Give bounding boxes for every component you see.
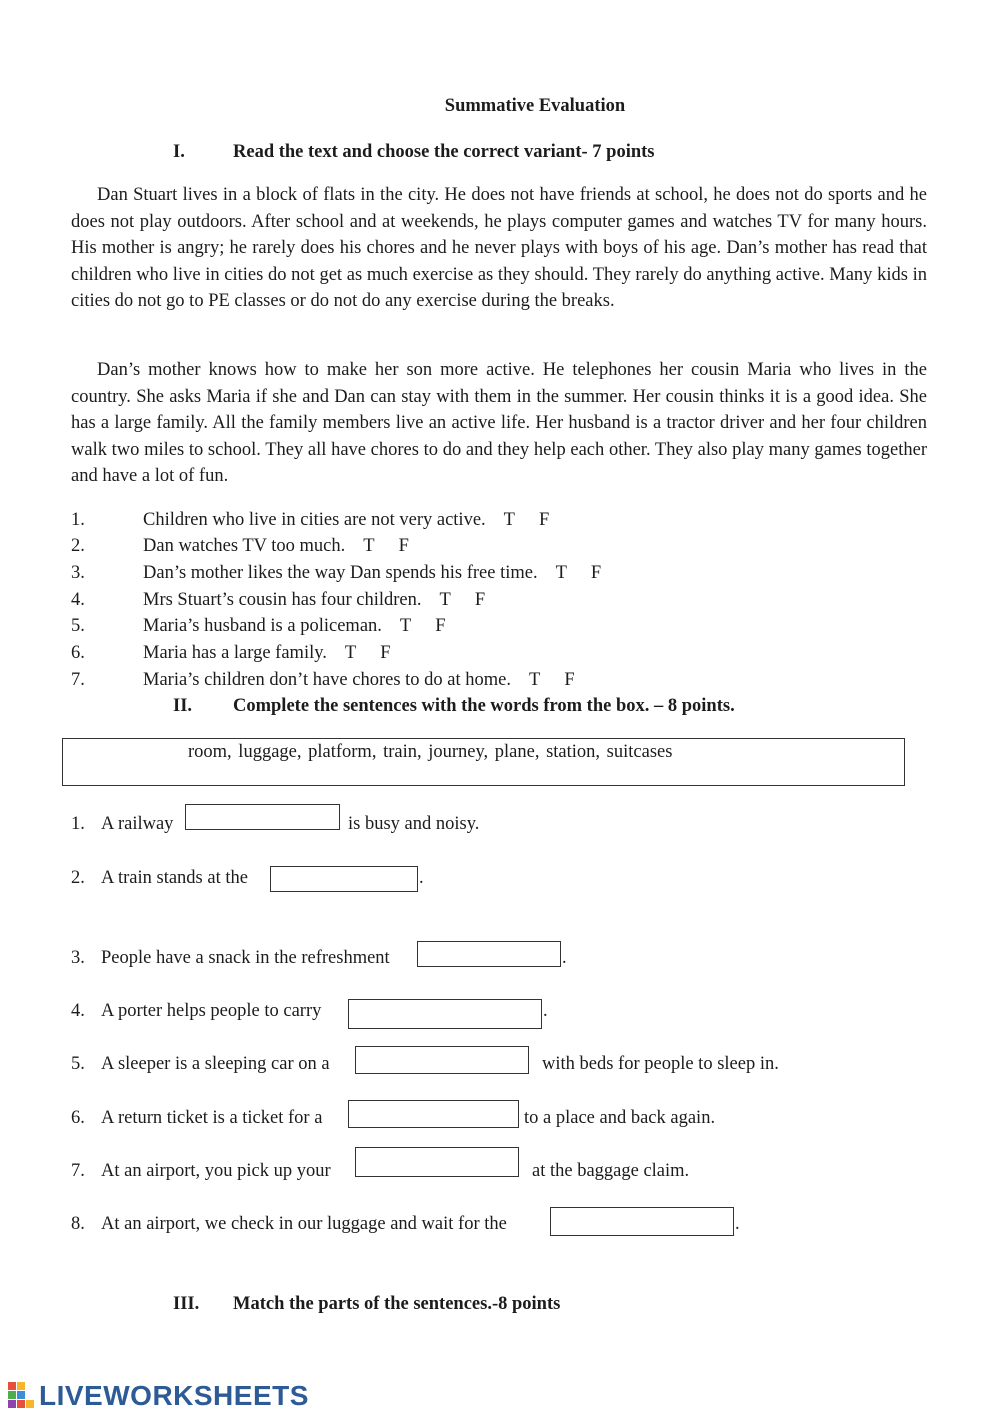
fill-item-number: 2. <box>71 868 85 888</box>
tf-item-number: 7. <box>71 670 85 690</box>
fill-item-6 <box>71 1108 927 1134</box>
fill-item-after: with beds for people to sleep in. <box>542 1054 779 1074</box>
true-option[interactable]: T <box>529 670 541 690</box>
tf-item-text: Children who live in cities are not very active. <box>143 510 486 530</box>
fill-item-after: is busy and noisy. <box>348 814 480 834</box>
answer-input-6[interactable] <box>348 1100 519 1128</box>
fill-item-after: . <box>562 948 567 968</box>
false-option[interactable]: F <box>590 563 602 583</box>
tf-item-number: 4. <box>71 590 85 610</box>
false-option[interactable]: F <box>538 510 550 530</box>
tf-item-number: 1. <box>71 510 85 530</box>
false-option[interactable]: F <box>474 590 486 610</box>
fill-item-1 <box>71 814 927 840</box>
false-option[interactable]: F <box>398 536 409 556</box>
fill-item-before: A porter helps people to carry <box>101 1001 322 1021</box>
true-option[interactable]: T <box>555 563 567 583</box>
fill-item-5 <box>71 1054 927 1080</box>
fill-item-before: At an airport, we check in our luggage and wait for the <box>101 1214 507 1234</box>
reading-paragraph-1: Dan Stuart lives in a block of flats in the city. He does not have friends at school, he does not do sports and he does not play outdoors. After school and at weekends, he plays computer games and watches TV for many hours. His mother is angry; he rarely does his chores and he never plays with boys of his age. Dan’s mother has read that children who live in cities do not get as much exercise as they should. They rarely do anything active. Many kids in cities do not go to PE classes or do not do any exercise during the breaks. <box>71 185 927 311</box>
tf-item-text: Maria’s children don’t have chores to do at home. <box>143 670 512 690</box>
answer-input-8[interactable] <box>550 1207 734 1236</box>
section-1-number: I. <box>173 142 185 162</box>
fill-item-number: 7. <box>71 1161 85 1181</box>
fill-item-number: 4. <box>71 1001 85 1021</box>
word-box-words: room, luggage, platform, train, journey, plane, station, suitcases <box>188 742 673 762</box>
false-option[interactable]: F <box>564 670 575 690</box>
answer-input-2[interactable] <box>270 866 418 892</box>
answer-input-5[interactable] <box>355 1046 529 1074</box>
fill-item-before: A railway <box>101 814 174 834</box>
fill-item-before: A sleeper is a sleeping car on a <box>101 1054 330 1074</box>
fill-item-before: A train stands at the <box>101 868 248 888</box>
tf-item-text: Mrs Stuart’s cousin has four children. <box>143 590 422 610</box>
fill-item-after: . <box>543 1001 548 1021</box>
reading-paragraph-2: Dan’s mother knows how to make her son more active. He telephones her cousin Maria who lives in the country. She asks Maria if she and Dan can stay with them in the summer. Her cousin thinks it is a good idea. She has a large family. All the family members live an active life. Her husband is a tractor driver and her four children walk two miles to school. They all have chores to do and they help each other. They also play many games together and have a lot of fun. <box>71 360 927 486</box>
word-box <box>62 738 905 786</box>
answer-input-1[interactable] <box>185 804 340 830</box>
true-option[interactable]: T <box>503 510 515 530</box>
tf-item-text: Maria’s husband is a policeman. <box>143 616 382 636</box>
liveworksheets-logo <box>8 1380 309 1410</box>
liveworksheets-blocks-icon <box>8 1382 38 1408</box>
tf-item-text: Dan watches TV too much. <box>143 536 346 556</box>
fill-item-after: at the baggage claim. <box>532 1161 690 1181</box>
section-3-number: III. <box>173 1294 200 1314</box>
section-2-heading: Complete the sentences with the words from the box. – 8 points. <box>233 696 735 716</box>
section-2-number: II. <box>173 696 193 716</box>
fill-item-before: People have a snack in the refreshment <box>101 948 390 968</box>
answer-input-7[interactable] <box>355 1147 519 1177</box>
answer-input-4[interactable] <box>348 999 542 1029</box>
tf-item-number: 2. <box>71 536 85 556</box>
tf-item-number: 3. <box>71 563 85 583</box>
fill-item-number: 5. <box>71 1054 85 1074</box>
fill-item-after: . <box>419 868 424 888</box>
tf-item-text: Dan’s mother likes the way Dan spends his free time. <box>143 563 538 583</box>
fill-item-number: 6. <box>71 1108 85 1128</box>
logo-text: LIVEWORKSHEETS <box>39 1380 309 1411</box>
tf-item-text: Maria has a large family. <box>143 643 327 663</box>
fill-item-7 <box>71 1161 927 1187</box>
fill-item-3 <box>71 948 927 974</box>
fill-item-after: to a place and back again. <box>524 1108 716 1128</box>
tf-item-number: 6. <box>71 643 85 663</box>
true-option[interactable]: T <box>439 590 451 610</box>
answer-input-3[interactable] <box>417 941 561 967</box>
fill-item-2 <box>71 868 927 894</box>
section-3-heading: Match the parts of the sentences.-8 points <box>233 1294 561 1314</box>
false-option[interactable]: F <box>380 643 391 663</box>
fill-item-before: A return ticket is a ticket for a <box>101 1108 323 1128</box>
fill-item-number: 8. <box>71 1214 85 1234</box>
page-title: Summative Evaluation <box>444 96 626 116</box>
fill-item-4 <box>71 1001 927 1027</box>
fill-item-after: . <box>735 1214 740 1234</box>
fill-item-number: 1. <box>71 814 85 834</box>
true-option[interactable]: T <box>363 536 375 556</box>
section-1-heading: Read the text and choose the correct variant- 7 points <box>233 142 655 162</box>
true-option[interactable]: T <box>344 643 357 663</box>
fill-item-8 <box>71 1214 927 1240</box>
true-option[interactable]: T <box>399 616 412 636</box>
tf-item-number: 5. <box>71 616 85 636</box>
false-option[interactable]: F <box>435 616 446 636</box>
fill-item-number: 3. <box>71 948 85 968</box>
fill-item-before: At an airport, you pick up your <box>101 1161 331 1181</box>
